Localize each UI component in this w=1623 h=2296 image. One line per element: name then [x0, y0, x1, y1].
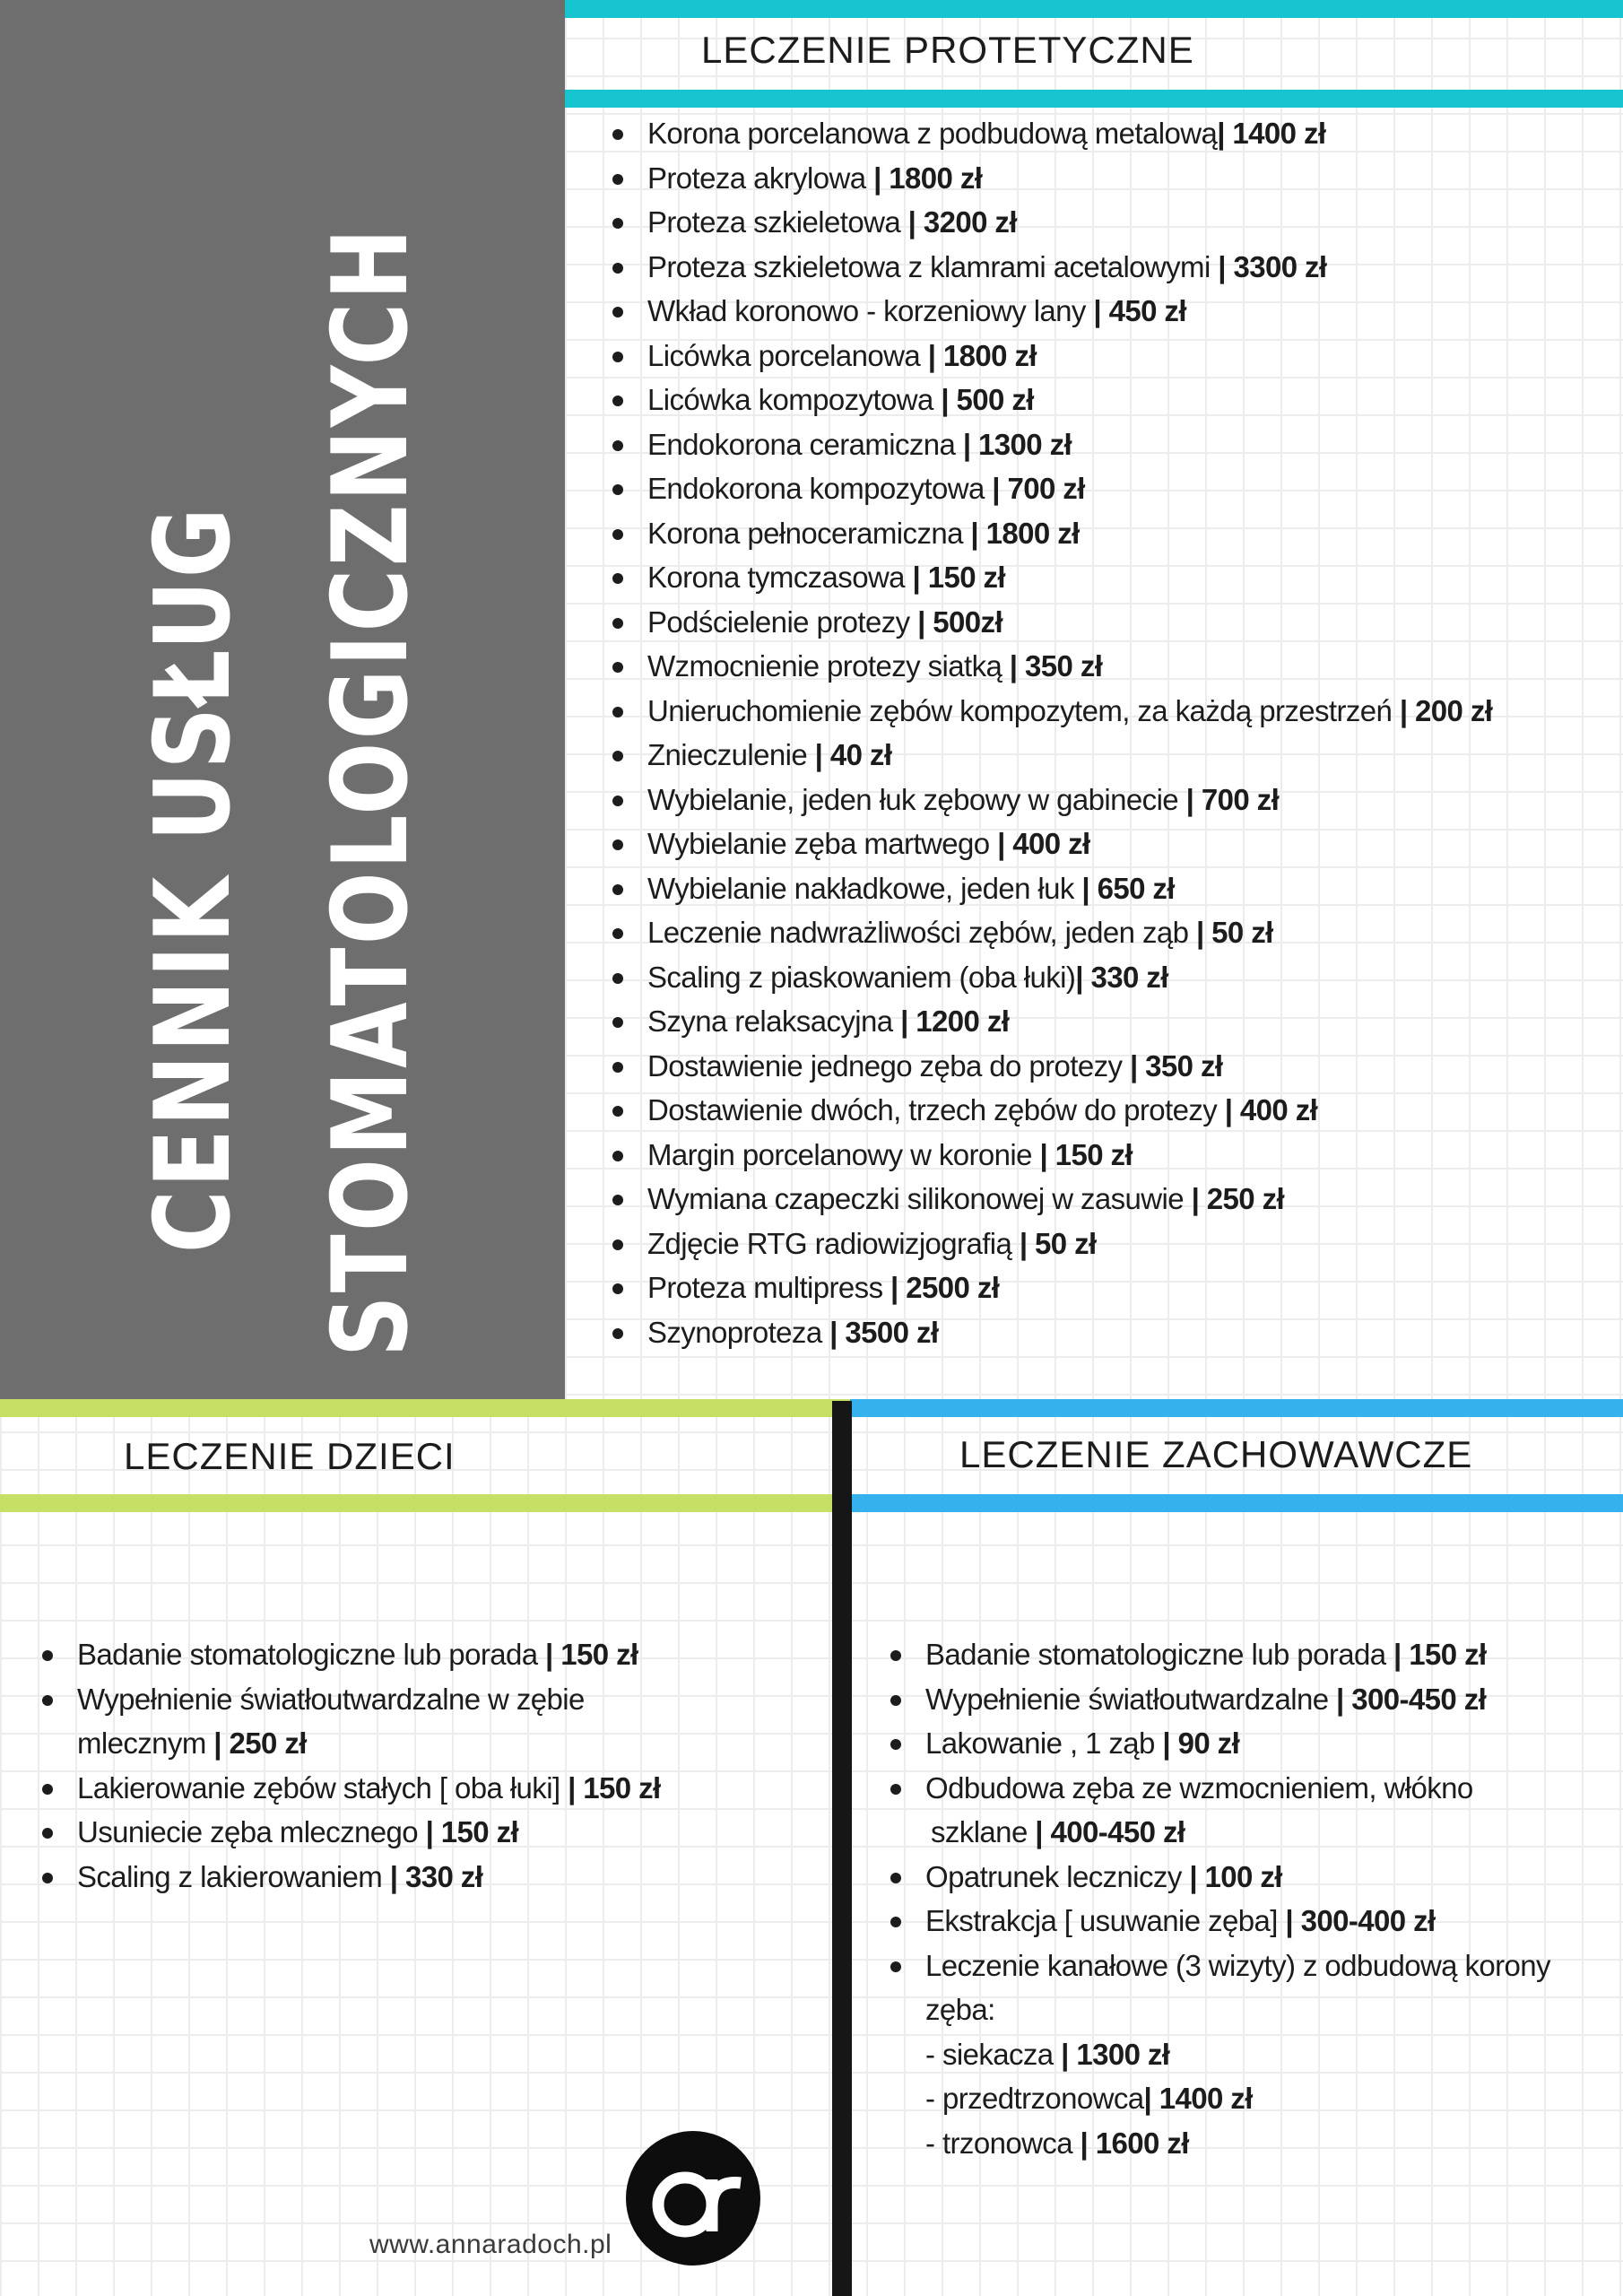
prosthetic-list: [608, 111, 1492, 1354]
list-item: Znieczulenie | 40 zł: [608, 733, 1492, 778]
list-item: Lakierowanie zębów stałych [ oba łuki] | 150 zł: [38, 1766, 661, 1811]
list-item: Wzmocnienie protezy siatką | 350 zł: [608, 644, 1492, 689]
list-item: Proteza szkieletowa z klamrami acetalowymi | 3300 zł: [608, 245, 1492, 290]
list-item: Licówka kompozytowa | 500 zł: [608, 378, 1492, 422]
conservative-top-bar: [850, 1399, 1623, 1417]
conservative-bottom-bar: [850, 1494, 1623, 1512]
list-item: Usuniecie zęba mlecznego | 150 zł: [38, 1810, 661, 1855]
list-item: Zdjęcie RTG radiowizjografią | 50 zł: [608, 1222, 1492, 1266]
list-item: Margin porcelanowy w koronie | 150 zł: [608, 1133, 1492, 1178]
prosthetic-bottom-bar: [565, 90, 1623, 108]
conservative-list: [886, 1632, 1550, 2165]
list-item: Proteza akrylowa | 1800 zł: [608, 156, 1492, 201]
list-item: Wypełnienie światłoutwardzalne | 300-450 zł: [886, 1677, 1550, 1722]
list-item: Podścielenie protezy | 500zł: [608, 600, 1492, 645]
list-item: Endokorona ceramiczna | 1300 zł: [608, 422, 1492, 467]
list-item: Unieruchomienie zębów kompozytem, za każdą przestrzeń | 200 zł: [608, 689, 1492, 734]
list-item: Badanie stomatologiczne lub porada | 150 zł: [886, 1632, 1550, 1677]
list-item: Proteza multipress | 2500 zł: [608, 1265, 1492, 1310]
list-item: Endokorona kompozytowa | 700 zł: [608, 466, 1492, 511]
website-link[interactable]: www.annaradoch.pl: [369, 2230, 612, 2259]
title-line-2: STOMATOLOGICZNYCH: [310, 225, 431, 1357]
list-item: Leczenie kanałowe (3 wizyty) z odbudową korony zęba: - siekacza | 1300 zł - przedtrzonowca| 1400 zł - trzonowca | 1600 zł: [886, 1944, 1550, 2166]
list-item: Ekstrakcja [ usuwanie zęba] | 300-400 zł: [886, 1899, 1550, 1944]
list-item: Wymiana czapeczki silikonowej w zasuwie | 250 zł: [608, 1177, 1492, 1222]
list-item: Wkład koronowo - korzeniowy lany | 450 zł: [608, 289, 1492, 334]
list-item: Korona pełnoceramiczna | 1800 zł: [608, 511, 1492, 556]
list-item: Opatrunek leczniczy | 100 zł: [886, 1855, 1550, 1900]
list-item: Szyna relaksacyjna | 1200 zł: [608, 999, 1492, 1044]
children-heading: LECZENIE DZIECI: [124, 1435, 456, 1477]
list-item: Dostawienie dwóch, trzech zębów do protezy | 400 zł: [608, 1088, 1492, 1133]
list-item: Scaling z lakierowaniem | 330 zł: [38, 1855, 661, 1900]
prosthetic-top-bar: [565, 0, 1623, 18]
children-list: [38, 1632, 661, 1899]
title-line-1: CENNIK USŁUG: [133, 504, 254, 1254]
prosthetic-heading: LECZENIE PROTETYCZNE: [701, 29, 1194, 71]
list-item: Leczenie nadwrażliwości zębów, jeden ząb | 50 zł: [608, 910, 1492, 955]
children-bottom-bar: [0, 1494, 850, 1512]
list-item: Scaling z piaskowaniem (oba łuki)| 330 zł: [608, 955, 1492, 1000]
list-item: Wybielanie, jeden łuk zębowy w gabinecie | 700 zł: [608, 778, 1492, 822]
list-item: Dostawienie jednego zęba do protezy | 350 zł: [608, 1044, 1492, 1089]
ar-logo-glyph: [626, 2131, 760, 2266]
list-item: Wybielanie nakładkowe, jeden łuk | 650 zł: [608, 866, 1492, 911]
list-item: Proteza szkieletowa | 3200 zł: [608, 200, 1492, 245]
list-item: Korona tymczasowa | 150 zł: [608, 555, 1492, 600]
list-item: Szynoproteza | 3500 zł: [608, 1310, 1492, 1355]
list-item: Wypełnienie światłoutwardzalne w zębie mlecznym | 250 zł: [38, 1677, 661, 1766]
vertical-title: [105, 225, 460, 1462]
list-item: Lakowanie , 1 ząb | 90 zł: [886, 1721, 1550, 1766]
ar-logo-icon: [626, 2131, 760, 2266]
column-divider: [832, 1401, 852, 2296]
list-item: Licówka porcelanowa | 1800 zł: [608, 334, 1492, 378]
list-item: Odbudowa zęba ze wzmocnieniem, włókno szklane | 400-450 zł: [886, 1766, 1550, 1855]
list-item: Badanie stomatologiczne lub porada | 150 zł: [38, 1632, 661, 1677]
list-item: Korona porcelanowa z podbudową metalową| 1400 zł: [608, 111, 1492, 156]
children-top-bar: [0, 1399, 850, 1417]
conservative-heading: LECZENIE ZACHOWAWCZE: [959, 1433, 1473, 1475]
list-item: Wybielanie zęba martwego | 400 zł: [608, 822, 1492, 866]
